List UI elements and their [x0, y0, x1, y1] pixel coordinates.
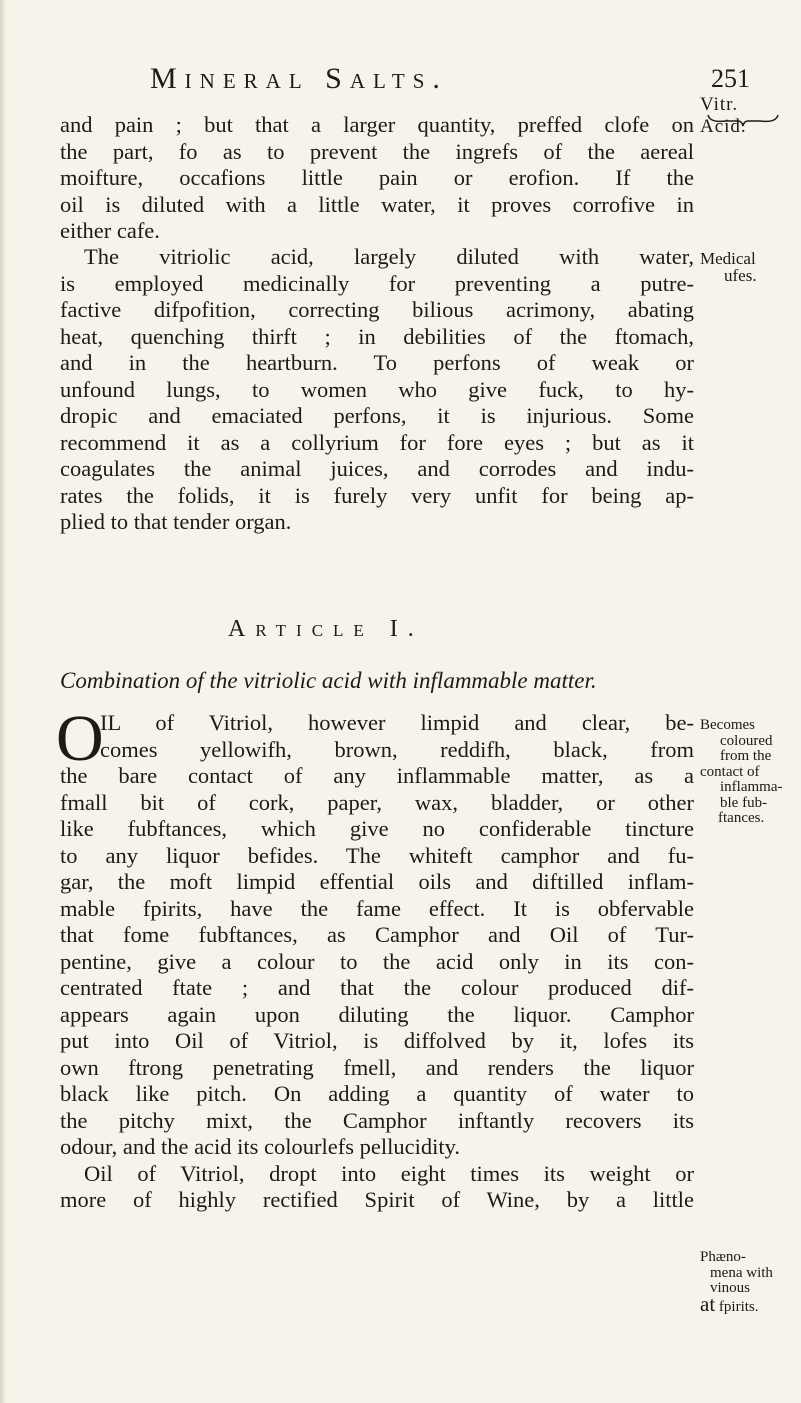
text-line: is employed medicinally for preventing a putre- [60, 270, 694, 296]
text-line: black like pitch. On adding a quantity of water to [60, 1081, 694, 1106]
margin-brace-icon [706, 113, 780, 127]
margin-note-word: fpirits. [718, 1298, 759, 1315]
margin-note-line: coloured [720, 732, 773, 749]
text-line: moifture, occafions little pain or erofion. If the [60, 165, 694, 190]
text-line: mable fpirits, have the fame effect. It is obfervable [60, 895, 694, 921]
text-line: fmall bit of cork, paper, wax, bladder, or other [60, 789, 694, 815]
margin-note-line: from the [720, 748, 772, 764]
text-line: the part, fo as to prevent the ingrefs of the aereal [60, 138, 694, 164]
running-header [150, 62, 750, 96]
article-heading: Article I. [228, 616, 424, 642]
text-line: comes yellowifh, brown, reddifh, black, from [100, 736, 694, 762]
margin-note-line: Phæno- [700, 1249, 746, 1265]
text-line: oil is diluted with a little water, it proves corrofive in [60, 191, 694, 217]
text-line: factive difpofition, correcting bilious acrimony, abating [60, 297, 694, 322]
text-line: odour, and the acid its colourlefs pellucidity. [60, 1134, 461, 1159]
text-line: plied to that tender organ. [60, 509, 292, 534]
text-line: gar, the moft limpid effential oils and diftilled inflam- [60, 869, 694, 894]
margin-note-line [700, 1291, 800, 1316]
margin-note-line: contact of [700, 763, 760, 780]
text-line: pentine, give a colour to the acid only in its con- [60, 948, 694, 974]
running-title: Mineral Salts. [150, 62, 448, 95]
margin-note-line: ble fub- [720, 794, 768, 811]
text-line: centrated ftate ; and that the colour produced dif- [60, 975, 694, 1000]
drop-cap: O [56, 702, 104, 775]
text-line: put into Oil of Vitriol, is diffolved by it, lofes its [60, 1028, 694, 1053]
text-line: and in the heartburn. To perfons of weak or [60, 350, 694, 375]
text-line: rates the folids, it is furely very unfit for being ap- [60, 482, 694, 508]
margin-note-line: inflamma- [720, 779, 783, 795]
text-line: more of highly rectified Spirit of Wine, by a little [60, 1187, 694, 1212]
margin-note-line: Becomes [700, 717, 755, 733]
text-line: recommend it as a collyrium for fore eyes ; but as it [60, 429, 694, 455]
margin-note-medical-uses [700, 250, 800, 284]
text-line: own ftrong penetrating fmell, and renders the liquor [60, 1054, 694, 1080]
paragraph-medical-uses [60, 244, 694, 536]
paragraph-oil-of-vitriol [60, 710, 694, 1214]
margin-note-vitr-acid [700, 72, 800, 138]
margin-note-line: mena with [710, 1264, 773, 1281]
paragraph-continuation [60, 112, 694, 245]
text-line: the bare contact of any inflammable matter, as a [60, 763, 694, 788]
text-line: dropic and emaciated perfons, it is injurious. Some [60, 403, 694, 428]
margin-note-line: Vitr. [700, 94, 739, 115]
margin-note-line: Acid. [700, 116, 747, 137]
text-line: unfound lungs, to women who give fuck, to hy- [60, 376, 694, 402]
text-line: appears again upon diluting the liquor. Camphor [60, 1001, 694, 1027]
margin-note-line: vinous [710, 1280, 751, 1296]
text-line: IL of Vitriol, however limpid and clear, be- [100, 710, 694, 735]
text-line: that fome fubftances, as Camphor and Oil of Tur- [60, 922, 694, 947]
page-number: 251 [711, 64, 750, 93]
text-line: heat, quenching thirft ; in debilities of the ftomach, [60, 323, 694, 349]
text-line: like fubftances, which give no confiderable tincture [60, 816, 694, 841]
text-line: Oil of Vitriol, dropt into eight times its weight or [84, 1160, 694, 1186]
text-line: either cafe. [60, 218, 160, 243]
text-line: coagulates the animal juices, and corrodes and indu- [60, 456, 694, 481]
text-line: to any liquor befides. The whiteft camphor and fu- [60, 842, 694, 868]
margin-note-phaenomena [700, 1250, 800, 1315]
margin-note-line: Medical [700, 249, 756, 268]
margin-note-line: ufes. [724, 266, 757, 285]
margin-note-line: ftances. [718, 810, 765, 826]
margin-note-prefix: at [700, 1291, 716, 1316]
text-line: The vitriolic acid, largely diluted with water, [84, 244, 694, 269]
margin-note-becomes-coloured [700, 718, 800, 827]
text-line: and pain ; but that a larger quantity, preffed clofe on [60, 112, 694, 137]
page-edge [0, 0, 6, 1403]
article-subheading: Combination of the vitriolic acid with inflammable matter. [60, 668, 597, 693]
text-line: the pitchy mixt, the Camphor inftantly recovers its [60, 1107, 694, 1133]
